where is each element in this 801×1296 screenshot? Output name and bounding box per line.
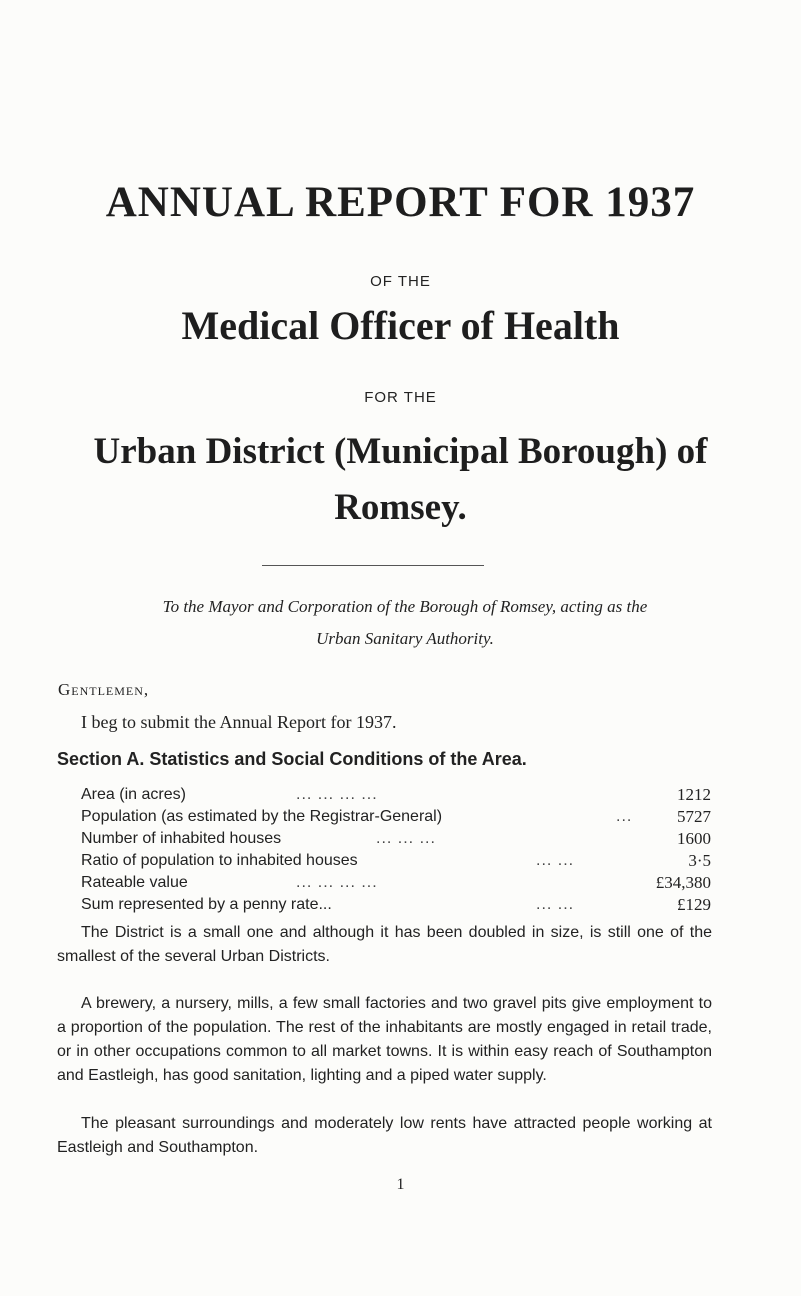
- stat-value: 3·5: [688, 851, 711, 870]
- address-line-2: Urban Sanitary Authority.: [316, 629, 494, 648]
- stat-leader: ...: [616, 808, 633, 825]
- intro-sentence: I beg to submit the Annual Report for 1937.: [81, 712, 397, 732]
- stat-label: Area (in acres): [81, 786, 186, 803]
- page-number: 1: [396, 1176, 405, 1193]
- stat-label: Sum represented by a penny rate...: [81, 896, 332, 913]
- stat-row: [81, 784, 711, 806]
- stat-label: Number of inhabited houses: [81, 830, 282, 847]
- address-block: [60, 591, 750, 655]
- paragraph-surroundings: The pleasant surroundings and moderately low rents have attracted people working at Eastleigh and Southampton.: [57, 1115, 712, 1156]
- district-title: Urban District (Municipal Borough) of: [93, 431, 708, 472]
- stat-leader: ... ... ...: [376, 830, 436, 847]
- stat-label: Ratio of population to inhabited houses: [81, 852, 358, 869]
- stat-row: [81, 894, 711, 916]
- of-the-label: OF THE: [370, 273, 431, 290]
- paragraph-district-size: The District is a small one and although it has been doubled in size, is still one of the smallest of the several Urban Districts.: [57, 924, 712, 965]
- stat-leader: ... ... ... ...: [296, 786, 378, 803]
- officer-title: Medical Officer of Health: [181, 303, 620, 348]
- stat-leader: ... ...: [536, 852, 575, 869]
- stat-label: Rateable value: [81, 874, 188, 891]
- report-title: ANNUAL REPORT FOR 1937: [105, 179, 696, 226]
- stat-row: [81, 850, 711, 872]
- stat-value: 1212: [677, 785, 711, 804]
- town-title: Romsey.: [334, 487, 467, 528]
- stat-value: £34,380: [655, 873, 711, 892]
- stat-leader: ... ... ... ...: [296, 874, 378, 891]
- stat-value: 5727: [677, 807, 711, 826]
- section-heading: Section A. Statistics and Social Conditions of the Area.: [57, 749, 527, 769]
- stat-row: [81, 828, 711, 850]
- stat-value: 1600: [677, 829, 711, 848]
- statistics-table: [81, 784, 711, 916]
- stat-value: £129: [677, 895, 711, 914]
- paragraph-employment: A brewery, a nursery, mills, a few small factories and two gravel pits give employment to a proportion of the population. The rest of the inhabitants are mostly engaged in retail trade, or in other occupations common to all market towns. It is within easy reach of Southampton and Eastleigh, has good sanitation, lighting and a piped water supply.: [57, 995, 712, 1084]
- stat-row: [81, 806, 711, 828]
- stat-label: Population (as estimated by the Registrar-General): [81, 808, 443, 825]
- divider-rule: [262, 565, 484, 566]
- stat-leader: ... ...: [536, 896, 575, 913]
- salutation: Gentlemen,: [58, 680, 150, 699]
- stat-row: [81, 872, 711, 894]
- address-line-1: To the Mayor and Corporation of the Borough of Romsey, acting as the: [162, 597, 648, 616]
- for-the-label: FOR THE: [364, 389, 437, 406]
